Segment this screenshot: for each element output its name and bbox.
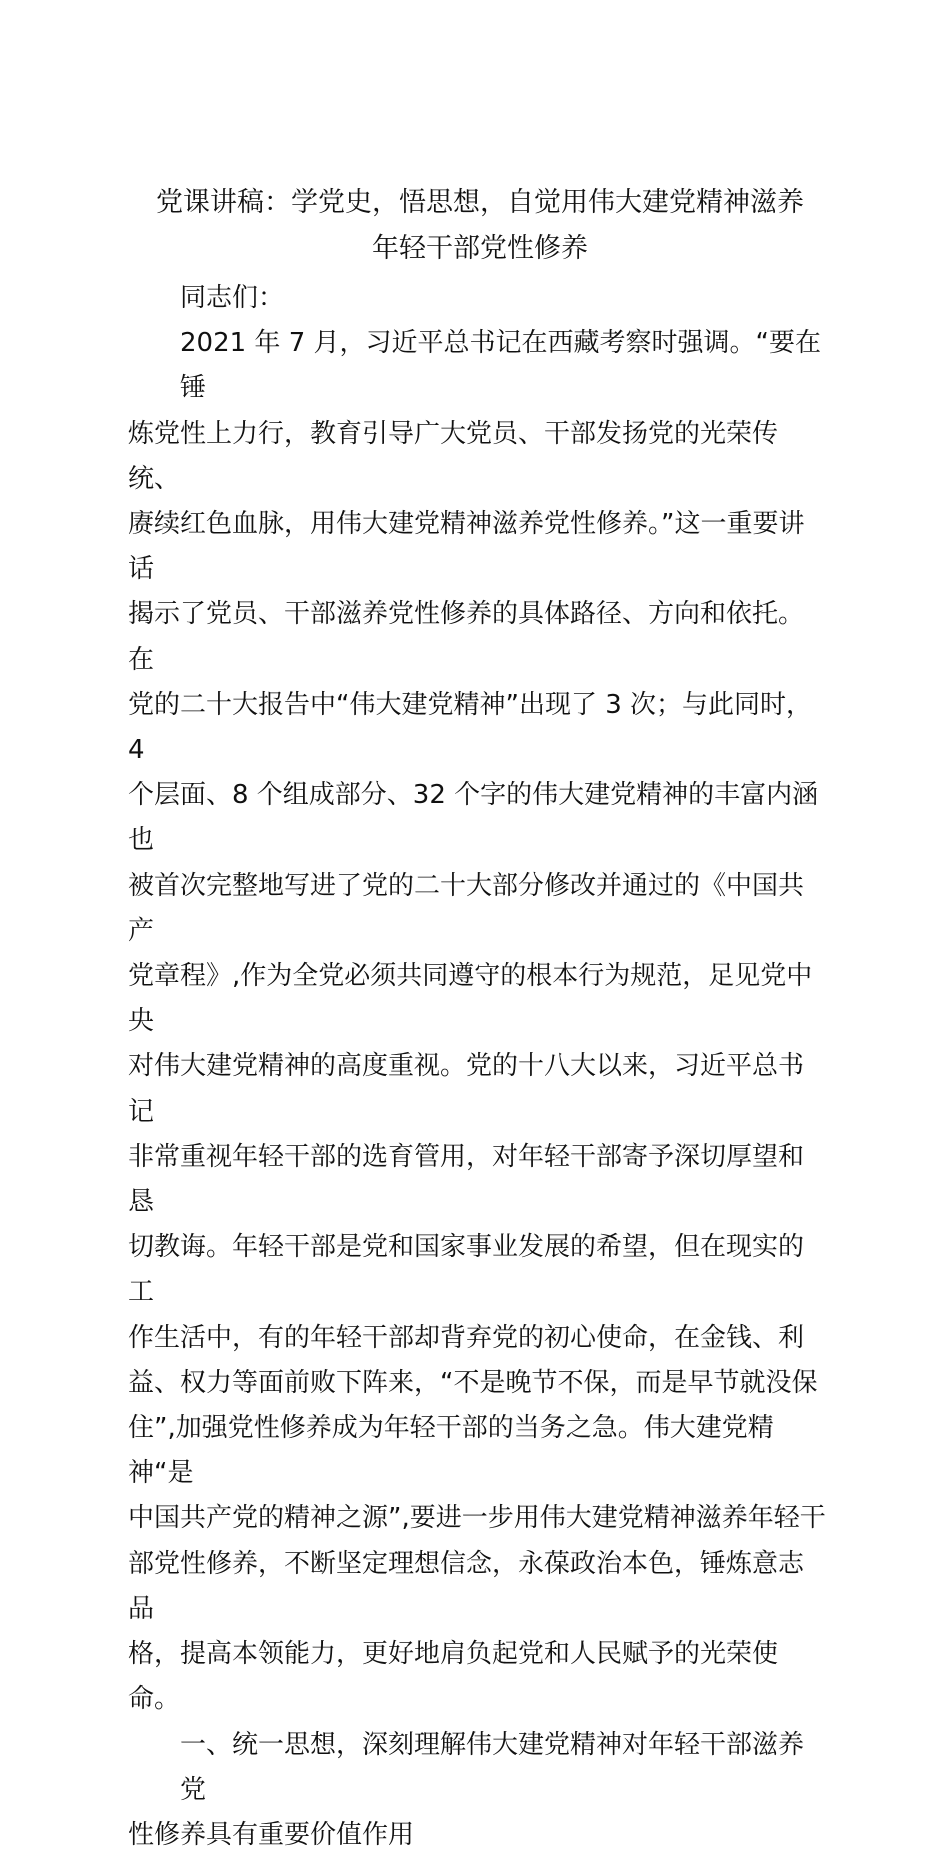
greeting: 同志们： [128,276,828,321]
title-line-2: 年轻干部党性修养 [120,226,840,272]
paragraph-line: 中国共产党的精神之源”,要进一步用伟大建党精神滋养年轻干 [128,1496,828,1541]
paragraph-line: 对伟大建党精神的高度重视。党的十八大以来，习近平总书记 [128,1044,828,1134]
paragraph-line: 切教诲。年轻干部是党和国家事业发展的希望，但在现实的工 [128,1225,828,1315]
paragraph-line: 非常重视年轻干部的选育管用，对年轻干部寄予深切厚望和恳 [128,1135,828,1225]
paragraph-line: 炼党性上力行，教育引导广大党员、干部发扬党的光荣传统、 [128,412,828,502]
heading-line: 一、统一思想，深刻理解伟大建党精神对年轻干部滋养党 [128,1723,828,1813]
paragraph-line: 益、权力等面前败下阵来，“不是晚节不保，而是早节就没保 [128,1361,828,1406]
document-body [128,276,828,1858]
paragraph-line: 部党性修养，不断坚定理想信念，永葆政治本色，锤炼意志品 [128,1542,828,1632]
section-heading-1 [128,1723,828,1858]
paragraph-line: 揭示了党员、干部滋养党性修养的具体路径、方向和依托。在 [128,592,828,682]
paragraph-line: 被首次完整地写进了党的二十大部分修改并通过的《中国共产 [128,864,828,954]
paragraph-line: 党的二十大报告中“伟大建党精神”出现了 3 次；与此同时，4 [128,683,828,773]
document-title [120,180,840,272]
paragraph-line: 个层面、8 个组成部分、32 个字的伟大建党精神的丰富内涵也 [128,773,828,863]
paragraph-line: 格，提高本领能力，更好地肩负起党和人民赋予的光荣使命。 [128,1632,828,1722]
paragraph-line: 赓续红色血脉，用伟大建党精神滋养党性修养。”这一重要讲话 [128,502,828,592]
paragraph-line: 作生活中，有的年轻干部却背弃党的初心使命，在金钱、利 [128,1316,828,1361]
heading-line: 性修养具有重要价值作用 [128,1813,828,1858]
paragraph-line: 2021 年 7 月，习近平总书记在西藏考察时强调。“要在锤 [128,321,828,411]
title-line-1: 党课讲稿：学党史，悟思想，自觉用伟大建党精神滋养 [120,180,840,226]
paragraph-1 [128,321,828,1722]
paragraph-line: 住”,加强党性修养成为年轻干部的当务之急。伟大建党精神“是 [128,1406,828,1496]
paragraph-line: 党章程》,作为全党必须共同遵守的根本行为规范，足见党中央 [128,954,828,1044]
